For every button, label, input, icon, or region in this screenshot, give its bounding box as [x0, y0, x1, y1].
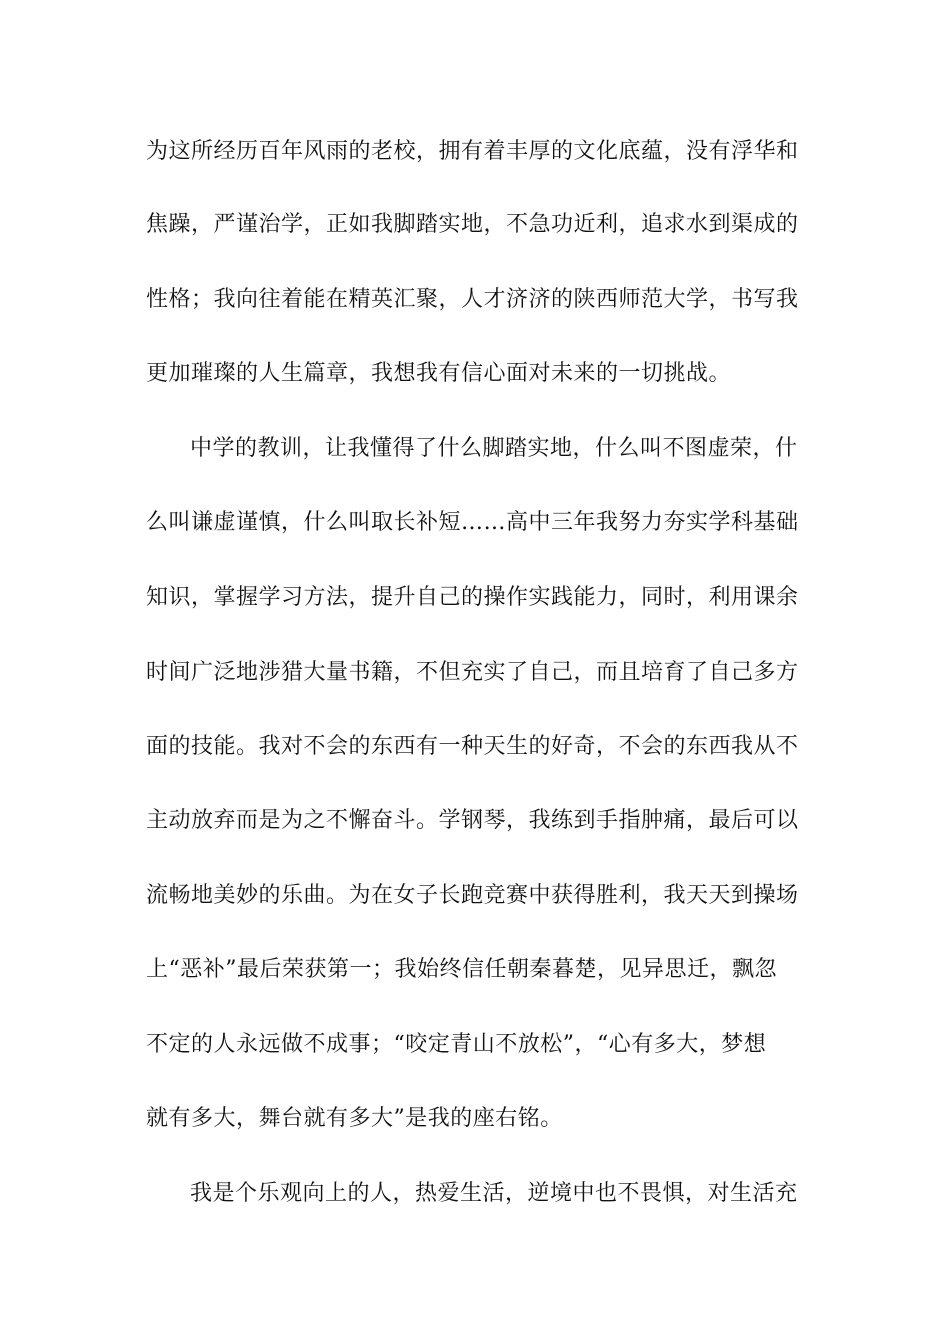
text-line: 不定的人永远做不成事；“咬定青山不放松”，“心有多大，梦想: [146, 1032, 767, 1057]
text-line: 更加璀璨的人生篇章，我想我有信心面对未来的一切挑战。: [146, 361, 732, 386]
text-line: 焦躁，严谨治学，正如我脚踏实地，不急功近利，追求水到渠成的: [146, 212, 799, 237]
text-line: 知识，掌握学习方法，提升自己的操作实践能力，同时，利用课余: [146, 585, 799, 610]
text-line: 时间广泛地涉猎大量书籍，不但充实了自己，而且培育了自己多方: [146, 660, 799, 685]
text-line: 主动放弃而是为之不懈奋斗。学钢琴，我练到手指肿痛，最后可以: [146, 808, 799, 833]
text-line: 上“恶补”最后荣获第一；我始终信任朝秦暮楚，见异思迁，飘忽: [146, 957, 777, 982]
text-line: 为这所经历百年风雨的老校，拥有着丰厚的文化底蕴，没有浮华和: [146, 139, 799, 164]
text-line: 么叫谦虚谨慎，什么叫取长补短……高中三年我努力夯实学科基础: [146, 510, 799, 535]
paragraph-first-line: 我是个乐观向上的人，热爱生活，逆境中也不畏惧，对生活充: [190, 1181, 798, 1206]
text-line: 面的技能。我对不会的东西有一种天生的好奇，不会的东西我从不: [146, 734, 799, 759]
text-line: 就有多大，舞台就有多大”是我的座右铭。: [146, 1106, 563, 1131]
paragraph-first-line: 中学的教训，让我懂得了什么脚踏实地，什么叫不图虚荣，什: [190, 436, 798, 461]
text-line: 性格；我向往着能在精英汇聚，人才济济的陕西师范大学，书写我: [146, 287, 799, 312]
text-line: 流畅地美妙的乐曲。为在女子长跑竞赛中获得胜利，我天天到操场: [146, 883, 799, 908]
